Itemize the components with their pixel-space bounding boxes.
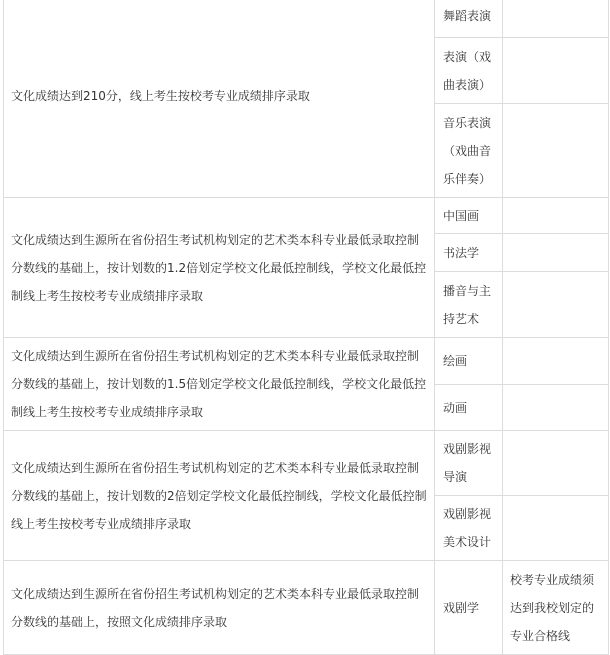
major-cell: 戏剧影视美术设计 — [435, 496, 503, 561]
major-cell: 戏剧学 — [435, 561, 503, 655]
note-cell — [503, 338, 609, 385]
major-cell: 动画 — [435, 385, 503, 431]
note-cell — [503, 104, 609, 198]
admission-rules-table — [3, 0, 609, 655]
admission-rule-cell: 文化成绩达到生源所在省份招生考试机构划定的艺术类本科专业最低录取控制分数线的基础上，按计划数的1.5倍划定学校文化最低控制线，学校文化最低控制线上考生按校考专业成绩排序录取 — [4, 338, 435, 431]
major-cell: 音乐表演（戏曲音乐伴奏） — [435, 104, 503, 198]
major-cell: 绘画 — [435, 338, 503, 385]
major-cell: 书法学 — [435, 234, 503, 272]
admission-rule-cell: 文化成绩达到生源所在省份招生考试机构划定的艺术类本科专业最低录取控制分数线的基础上，按计划数的1.2倍划定学校文化最低控制线，学校文化最低控制线上考生按校考专业成绩排序录取 — [4, 198, 435, 338]
admission-rule-cell: 文化成绩达到生源所在省份招生考试机构划定的艺术类本科专业最低录取控制分数线的基础上，按计划数的2倍划定学校文化最低控制线，学校文化最低控制线上考生按校考专业成绩排序录取 — [4, 431, 435, 561]
admission-rule-cell: 文化成绩达到生源所在省份招生考试机构划定的艺术类本科专业最低录取控制分数线的基础上，按照文化成绩排序录取 — [4, 561, 435, 655]
major-cell: 中国画 — [435, 198, 503, 234]
major-cell: 表演（戏曲表演） — [435, 38, 503, 104]
table-row — [4, 431, 609, 496]
table-row — [4, 0, 609, 38]
admission-rule-cell: 文化成绩达到210分，线上考生按校考专业成绩排序录取 — [4, 0, 435, 198]
note-cell — [503, 198, 609, 234]
note-cell — [503, 234, 609, 272]
note-cell — [503, 0, 609, 38]
table-row — [4, 338, 609, 385]
table-row — [4, 198, 609, 234]
major-cell: 播音与主持艺术 — [435, 272, 503, 338]
table-row — [4, 561, 609, 655]
note-cell — [503, 496, 609, 561]
note-cell — [503, 431, 609, 496]
note-cell: 校考专业成绩须达到我校划定的专业合格线 — [503, 561, 609, 655]
note-cell — [503, 385, 609, 431]
major-cell: 戏剧影视导演 — [435, 431, 503, 496]
note-cell — [503, 272, 609, 338]
note-cell — [503, 38, 609, 104]
major-cell: 舞蹈表演 — [435, 0, 503, 38]
